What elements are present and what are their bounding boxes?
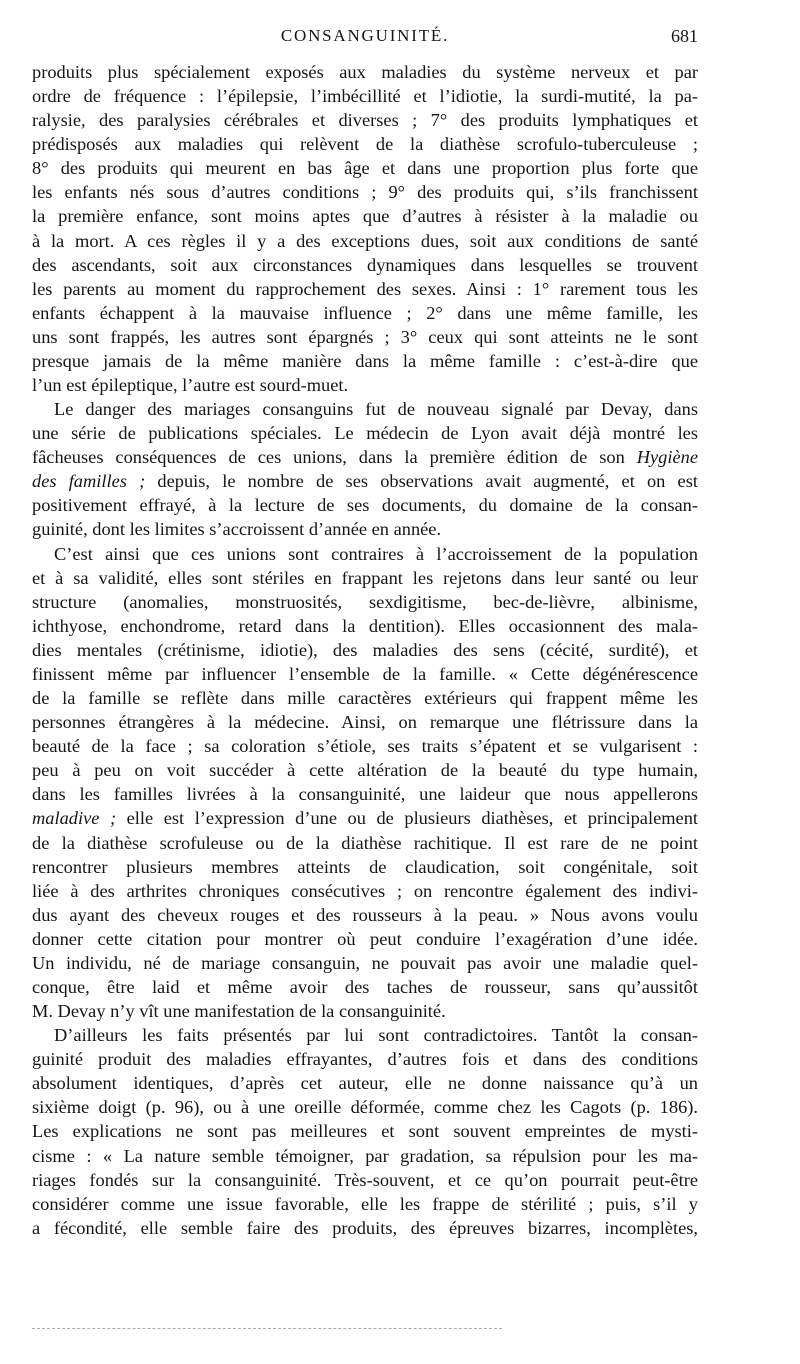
text-line: des ascendants, soit aux circonstances dynamiques dans lesquelles se trouvent [32, 254, 698, 275]
text-line: les parents au moment du rapprochement des sexes. Ainsi : 1° rarement tous les [32, 278, 698, 299]
text-line: dans les familles livrées à la consanguinité, une laideur que nous appellerons [32, 784, 698, 805]
text-line: uns sont frappés, les autres sont épargnés ; 3° ceux qui sont atteints ne le sont [32, 326, 698, 347]
text-line [32, 445, 698, 469]
text-line: riages fondés sur la consanguinité. Très-souvent, et ce qu’on pourrait peut-être [32, 1169, 698, 1190]
text-line: structure (anomalies, monstruosités, sexdigitisme, bec-de-lièvre, albinisme, [32, 591, 698, 612]
text-line: Le danger des mariages consanguins fut de nouveau signalé par Devay, dans [54, 399, 698, 420]
text-line: peu à peu on voit succéder à cette altération de la beauté du type humain, [32, 760, 698, 781]
text-line: prédisposés aux maladies qui relèvent de la diathèse scrofulo-tuberculeuse ; [32, 134, 698, 155]
body-text [32, 60, 698, 1240]
page-number: 681 [671, 26, 698, 46]
text-line: M. Devay n’y vît une manifestation de la consanguinité. [32, 1001, 446, 1022]
italic-title: des familles ; [32, 471, 146, 492]
italic-title: maladive ; [32, 808, 117, 829]
text-line: enfants échappent à la mauvaise influence ; 2° dans une même famille, les [32, 302, 698, 323]
text-line: beauté de la face ; sa coloration s’étiole, ses traits s’épatent et se vulgarisent : [32, 736, 698, 757]
text-line: personnes étrangères à la médecine. Ainsi, on remarque une flétrissure dans la [32, 712, 698, 733]
text-line: absolument identiques, d’après cet auteur, elle ne donne naissance qu’à un [32, 1073, 698, 1094]
text-line: positivement effrayé, à la lecture de ses documents, du domaine de la consan- [32, 495, 698, 516]
text-line: conque, être laid et même avoir des taches de rousseur, sans qu’aussitôt [32, 976, 698, 997]
italic-title: Hygiène [636, 447, 698, 468]
text-line: une série de publications spéciales. Le médecin de Lyon avait déjà montré les [32, 423, 698, 444]
text-line: ordre de fréquence : l’épilepsie, l’imbécillité et l’idiotie, la surdi-mutité, la pa- [32, 86, 698, 107]
bottom-rule [32, 1328, 502, 1329]
text-line: cisme : « La nature semble témoigner, par gradation, sa répulsion pour les ma- [32, 1145, 698, 1166]
text-line [32, 806, 698, 830]
text-line: ichthyose, enchondrome, retard dans la dentition). Elles occasionnent des mala- [32, 615, 698, 636]
text-line: guinité, dont les limites s’accroissent d’année en année. [32, 519, 442, 540]
text-line: produits plus spécialement exposés aux maladies du système nerveux et par [32, 62, 698, 82]
text-line: C’est ainsi que ces unions sont contraires à l’accroissement de la population [54, 543, 698, 564]
text-line: guinité produit des maladies effrayantes, d’autres fois et dans des conditions [32, 1049, 698, 1070]
text-line: ralysie, des paralysies cérébrales et diverses ; 7° des produits lymphatiques et [32, 110, 698, 131]
text-line: considérer comme une issue favorable, elle les frappe de stérilité ; puis, s’il y [32, 1193, 698, 1214]
text-line: de la diathèse scrofuleuse ou de la diathèse rachitique. Il est rare de ne point [32, 832, 698, 853]
text-line: finissent même par influencer l’ensemble de la famille. « Cette dégénérescence [32, 663, 698, 684]
text-line: liée à des arthrites chroniques consécutives ; on rencontre également des indivi- [32, 880, 698, 901]
text-line: dies mentales (crétinisme, idiotie), des maladies des sens (cécité, surdité), et [32, 639, 698, 660]
page-header [32, 26, 698, 56]
text-line: rencontrer plusieurs membres atteints de claudication, soit congénitale, soit [32, 856, 698, 877]
text-line: D’ailleurs les faits présentés par lui sont contradictoires. Tantôt la consan- [54, 1025, 698, 1046]
text-line: Les explications ne sont pas meilleures et sont souvent empreintes de mysti- [32, 1121, 698, 1142]
text-line: et à sa validité, elles sont stériles en frappant les rejetons dans leur santé ou leur [32, 567, 698, 588]
text-run: fâcheuses conséquences de ces unions, dans la première édition de son [32, 447, 637, 468]
text-line: sixième doigt (p. 96), ou à une oreille déformée, comme chez les Cagots (p. 186). [32, 1097, 698, 1118]
text-line: à la mort. A ces règles il y a des exceptions dues, soit aux conditions de santé [32, 230, 698, 251]
text-run: depuis, le nombre de ses observations avait augmenté, et on est [145, 471, 698, 492]
text-line: les enfants nés sous d’autres conditions ; 9° des produits qui, s’ils franchissent [32, 182, 698, 203]
text-line: Un individu, né de mariage consanguin, ne pouvait pas avoir une maladie quel- [32, 952, 698, 973]
running-title: CONSANGUINITÉ. [280, 26, 450, 45]
text-line: a fécondité, elle semble faire des produits, des épreuves bizarres, incomplètes, [32, 1217, 698, 1238]
text-run: elle est l’expression d’une ou de plusieurs diathèses, et principalement [116, 808, 698, 829]
text-line: donner cette citation pour montrer où peut conduire l’exagération d’une idée. [32, 928, 698, 949]
text-line: l’un est épileptique, l’autre est sourd-muet. [32, 375, 349, 396]
text-line: la première enfance, sont moins aptes que d’autres à résister à la maladie ou [32, 206, 698, 227]
text-line: dus ayant des cheveux rouges et des rousseurs à la peau. » Nous avons voulu [32, 904, 698, 925]
text-line [32, 469, 698, 493]
text-line: 8° des produits qui meurent en bas âge et dans une proportion plus forte que [32, 158, 698, 179]
text-line: de la famille se reflète dans mille caractères extérieurs qui frappent même les [32, 688, 698, 709]
text-line: presque jamais de la même manière dans la même famille : c’est-à-dire que [32, 350, 698, 371]
